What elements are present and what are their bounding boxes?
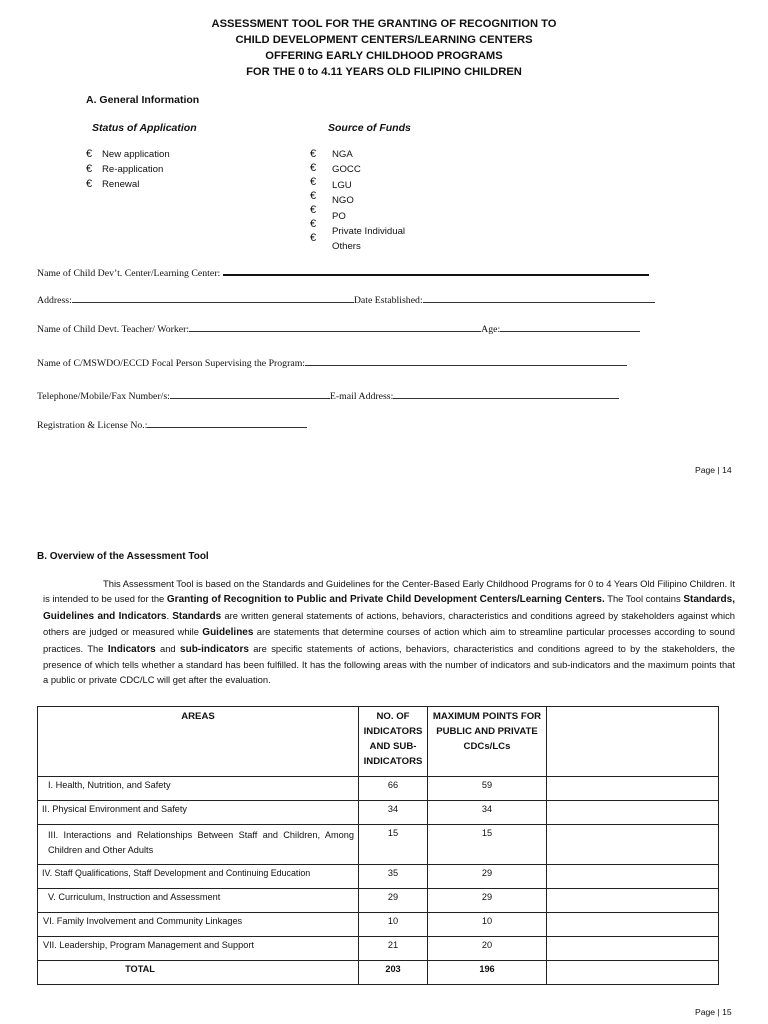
- table-row: IV. Staff Qualifications, Staff Development and Continuing Education 35 29: [38, 865, 719, 889]
- status-option-renewal[interactable]: € Renewal: [86, 177, 170, 192]
- focal-person-row: [37, 357, 627, 369]
- status-heading: Status of Application: [92, 122, 197, 134]
- checkbox-bullet-icon[interactable]: €: [310, 148, 317, 160]
- overview-paragraph: This Assessment Tool is based on the Standards and Guidelines for the Center-Based Early Childhood Programs for 0 to 4 Years Old Filipino Children. It is intended to be used for the Granting of Recognition to Public and Private Child Development Centers/Learning Centers. The Tool contains Standards, Guidelines and Indicators. Standards are written general statements of actions, behaviors, characteristics and conditions agreed by stakeholders against which others are judged or measured while Guidelines are statements that determine courses of action which aim to streamline particular processes according to sound practices. The Indicators and sub-indicators are specific statements of actions, behaviors, characteristics and conditions agreed to by the stakeholders, the presence of which tells whether a standard has been fulfilled. It has the following areas with the number of indicators and sub-indicators and the maximum points that a public or private CDC/LC will get after the evaluation.: [43, 578, 735, 686]
- areas-table: [37, 706, 719, 985]
- title-line-2: CHILD DEVELOPMENT CENTERS/LEARNING CENTERS: [235, 34, 533, 46]
- address-row: [37, 294, 655, 306]
- table-row: I. Health, Nutrition, and Safety 66 59: [38, 777, 719, 801]
- title-line-1: ASSESSMENT TOOL FOR THE GRANTING OF RECOGNITION TO: [211, 18, 557, 30]
- table-row: VI. Family Involvement and Community Linkages 10 10: [38, 913, 719, 937]
- registration-row: [37, 419, 307, 431]
- funds-option-po: PO: [332, 210, 346, 222]
- table-row: III. Interactions and Relationships Between Staff and Children, Among Children and Other Adults 15 15: [38, 825, 719, 865]
- telephone-label: Telephone/Mobile/Fax Number/s:: [37, 391, 170, 402]
- total-points: 196: [428, 961, 547, 985]
- funds-options: [332, 147, 405, 255]
- table-header-row: [38, 707, 719, 777]
- age-label: Age:: [481, 324, 501, 335]
- header-indicators: NO. OF INDICATORS AND SUB-INDICATORS: [359, 707, 428, 777]
- funds-option-gocc: GOCC: [332, 164, 361, 176]
- teacher-field[interactable]: [189, 323, 481, 332]
- focal-person-field[interactable]: [305, 357, 627, 366]
- funds-option-others: Others: [332, 241, 361, 253]
- checkbox-bullet-icon: €: [86, 148, 93, 160]
- status-option-new[interactable]: € New application: [86, 147, 170, 162]
- funds-option-nga: NGA: [332, 149, 353, 160]
- center-name-field[interactable]: [223, 266, 649, 276]
- funds-bullets: [310, 147, 316, 245]
- center-name-row: [37, 266, 649, 279]
- title-line-4: FOR THE 0 to 4.11 YEARS OLD FILIPINO CHILDREN: [246, 66, 522, 78]
- title-line-3: OFFERING EARLY CHILDHOOD PROGRAMS: [265, 50, 503, 62]
- date-established-field[interactable]: [423, 294, 655, 303]
- registration-label: Registration & License No.:: [37, 420, 148, 431]
- status-options: [86, 147, 170, 193]
- section-a-heading: A. General Information: [86, 94, 200, 106]
- table-row: V. Curriculum, Instruction and Assessment 29 29: [38, 889, 719, 913]
- status-option-reapplication[interactable]: € Re-application: [86, 162, 170, 177]
- email-field[interactable]: [393, 390, 619, 399]
- focal-person-label: Name of C/MSWDO/ECCD Focal Person Supervising the Program:: [37, 358, 306, 369]
- telephone-field[interactable]: [170, 390, 330, 399]
- table-total-row: [38, 961, 719, 985]
- checkbox-bullet-icon[interactable]: €: [310, 204, 317, 216]
- funds-option-lgu: LGU: [332, 179, 352, 191]
- checkbox-bullet-icon[interactable]: €: [310, 176, 317, 188]
- registration-field[interactable]: [147, 419, 307, 428]
- funds-option-private: Private Individual: [332, 226, 406, 238]
- header-blank: [547, 707, 719, 777]
- teacher-label: Name of Child Devt. Teacher/ Worker:: [37, 324, 190, 335]
- header-areas: AREAS: [38, 707, 359, 777]
- checkbox-bullet-icon[interactable]: €: [310, 162, 317, 174]
- checkbox-bullet-icon: €: [86, 163, 93, 176]
- total-indicators: 203: [359, 961, 428, 985]
- table-row: VII. Leadership, Program Management and Support 21 20: [38, 937, 719, 961]
- document-title: [0, 16, 768, 80]
- date-established-label: Date Established:: [353, 295, 423, 306]
- checkbox-bullet-icon[interactable]: €: [310, 232, 317, 244]
- telephone-row: [37, 390, 619, 402]
- funds-option-ngo: NGO: [332, 195, 354, 207]
- page-number-15: Page | 15: [695, 1007, 732, 1017]
- funds-heading: Source of Funds: [328, 122, 411, 134]
- page-number-14: Page | 14: [695, 465, 732, 475]
- email-label: E-mail Address:: [329, 391, 394, 402]
- center-name-label: Name of Child Dev’t. Center/Learning Center:: [37, 268, 221, 279]
- checkbox-bullet-icon[interactable]: €: [310, 190, 317, 202]
- table-row: II. Physical Environment and Safety 34 34: [38, 801, 719, 825]
- total-label: TOTAL: [38, 961, 359, 985]
- checkbox-bullet-icon: €: [86, 178, 93, 191]
- age-field[interactable]: [500, 323, 640, 332]
- header-points: MAXIMUM POINTS FOR PUBLIC AND PRIVATE CDCs/LCs: [428, 707, 547, 777]
- teacher-row: [37, 323, 640, 335]
- section-b-heading: B. Overview of the Assessment Tool: [37, 551, 209, 562]
- address-field[interactable]: [72, 294, 354, 303]
- checkbox-bullet-icon[interactable]: €: [310, 218, 317, 230]
- address-label: Address:: [37, 295, 72, 306]
